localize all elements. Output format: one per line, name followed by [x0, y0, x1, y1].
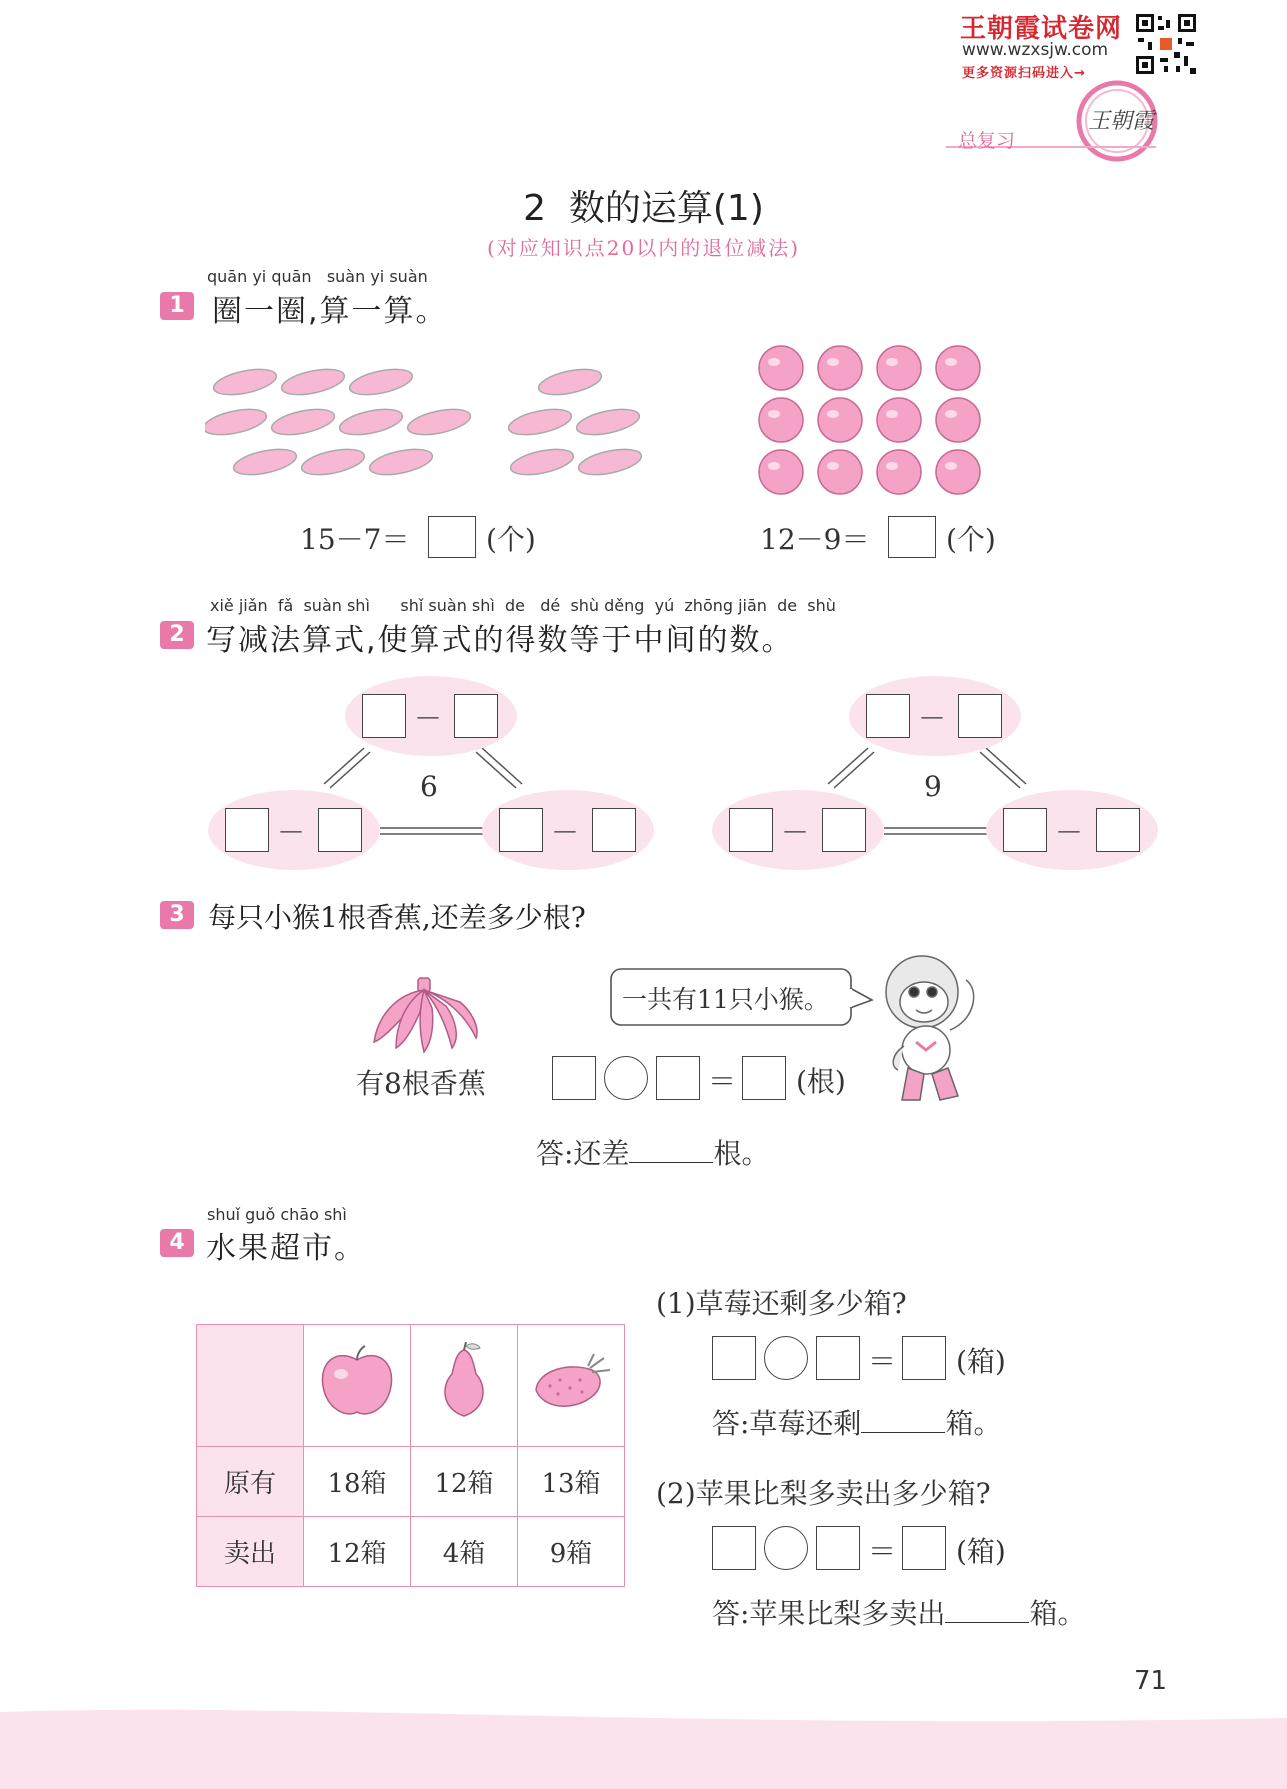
q4-sub2-box-result[interactable]	[902, 1526, 946, 1570]
table-cell: 9箱	[518, 1517, 625, 1587]
table-row	[197, 1447, 625, 1517]
corn-group-right-icon	[500, 360, 650, 485]
q4-sub2-box-1[interactable]	[712, 1526, 756, 1570]
footer-band	[0, 1700, 1287, 1789]
pear-icon	[434, 1342, 494, 1422]
q4-sub2-answer	[712, 1592, 1085, 1632]
monkey-icon	[880, 950, 980, 1110]
table-row	[197, 1517, 625, 1587]
q2-t2-center: 9	[924, 770, 942, 803]
q2-pinyin: xiě jiǎn fǎ suàn shì shǐ suàn shì de dé shù děng yú zhōng jiān de shù	[210, 596, 836, 615]
q4-sub1-equals: ＝	[868, 1345, 897, 1378]
q2-t2-right-minus: －	[1055, 816, 1084, 849]
row-label: 原有	[197, 1447, 304, 1517]
q4-sub2-answer-suffix: 箱。	[1029, 1597, 1086, 1630]
page-number: 71	[1134, 1666, 1168, 1696]
page-subtitle: (对应知识点20以内的退位减法)	[486, 236, 801, 260]
q2-t1-right-minus: －	[551, 816, 580, 849]
q3-title: 每只小猴1根香蕉,还差多少根?	[208, 901, 586, 934]
row-label: 卖出	[197, 1517, 304, 1587]
tomato-group-icon	[752, 340, 987, 496]
apple-icon	[317, 1344, 397, 1420]
q4-sub1-box-result[interactable]	[902, 1336, 946, 1380]
logo-text: 王朝霞	[1088, 109, 1155, 134]
q4-number: 4	[160, 1229, 194, 1257]
table-cell: 4箱	[411, 1517, 518, 1587]
brand-slogan: 更多资源扫码进入→	[962, 66, 1086, 81]
q3-answer-prefix: 答:还差	[536, 1137, 630, 1170]
brand-url[interactable]: www.wzxsjw.com	[962, 40, 1109, 60]
table-cell: 12箱	[304, 1517, 411, 1587]
q1-answer-box-2[interactable]	[888, 516, 936, 558]
strawberry-cell	[518, 1325, 625, 1447]
q1-pinyin: quān yi quān suàn yi suàn	[207, 267, 428, 286]
q1-answer-box-1[interactable]	[428, 516, 476, 558]
q4-sub2-operator-circle[interactable]	[764, 1526, 808, 1570]
brand-name: 王朝霞试卷网	[960, 14, 1123, 44]
q1-unit-2: (个)	[946, 523, 996, 556]
q3-answer-blank[interactable]	[629, 1162, 713, 1163]
q2-t2-right-box-a[interactable]	[1003, 808, 1047, 852]
q4-sub1-answer	[712, 1402, 1001, 1442]
page-title: 2 数的运算(1)	[523, 188, 764, 229]
table-row	[197, 1325, 625, 1447]
q2-t1-top-box-b[interactable]	[454, 694, 498, 738]
q3-box-result[interactable]	[742, 1056, 786, 1100]
section-label: 总复习	[958, 130, 1016, 152]
q3-banana-label: 有8根香蕉	[356, 1067, 486, 1100]
banana-bunch-icon	[366, 976, 484, 1056]
q3-unit: (根)	[796, 1065, 846, 1098]
q4-sub1-unit: (箱)	[956, 1345, 1006, 1378]
q1-equation-1: 15－7＝	[300, 523, 410, 556]
q1-unit-1: (个)	[486, 523, 536, 556]
q4-sub2-equals: ＝	[868, 1535, 897, 1568]
q2-t2-top-box-a[interactable]	[866, 694, 910, 738]
q2-t1-right-box-b[interactable]	[592, 808, 636, 852]
q2-t2-left-minus: －	[781, 816, 810, 849]
q4-sub1-answer-blank[interactable]	[861, 1432, 945, 1433]
q4-sub2-answer-prefix: 答:苹果比梨多卖出	[712, 1597, 946, 1630]
q3-box-2[interactable]	[656, 1056, 700, 1100]
q4-sub1-box-2[interactable]	[816, 1336, 860, 1380]
table-cell: 12箱	[411, 1447, 518, 1517]
q2-t1-left-minus: －	[277, 816, 306, 849]
q4-sub1-question: (1)草莓还剩多少箱?	[656, 1287, 907, 1320]
qr-code[interactable]	[1134, 12, 1198, 76]
table-cell: 18箱	[304, 1447, 411, 1517]
q4-pinyin: shuǐ guǒ chāo shì	[207, 1205, 347, 1224]
q2-number: 2	[160, 621, 194, 649]
apple-cell	[304, 1325, 411, 1447]
q4-title: 水果超市。	[206, 1231, 366, 1266]
q2-t1-left-box-b[interactable]	[318, 808, 362, 852]
q2-t2-right-box-b[interactable]	[1096, 808, 1140, 852]
q4-sub2-question: (2)苹果比梨多卖出多少箱?	[656, 1477, 991, 1510]
q2-title: 写减法算式,使算式的得数等于中间的数。	[206, 623, 794, 658]
q4-sub1-answer-prefix: 答:草莓还剩	[712, 1407, 862, 1440]
q1-number: 1	[160, 292, 194, 320]
fruit-table	[196, 1324, 625, 1587]
corn-group-left-icon	[205, 360, 475, 485]
q4-sub2-answer-blank[interactable]	[945, 1622, 1029, 1623]
q4-sub2-unit: (箱)	[956, 1535, 1006, 1568]
q2-t1-right-box-a[interactable]	[499, 808, 543, 852]
q2-t1-center: 6	[420, 770, 438, 803]
pear-cell	[411, 1325, 518, 1447]
strawberry-icon	[530, 1350, 612, 1414]
q2-t2-left-box-a[interactable]	[729, 808, 773, 852]
q4-sub1-operator-circle[interactable]	[764, 1336, 808, 1380]
q3-operator-circle[interactable]	[604, 1056, 648, 1100]
q4-sub1-answer-suffix: 箱。	[945, 1407, 1002, 1440]
q1-equation-2: 12－9＝	[760, 523, 870, 556]
q3-equals: ＝	[708, 1065, 737, 1098]
q3-box-1[interactable]	[552, 1056, 596, 1100]
q3-speech-text: 一共有11只小猴。	[622, 985, 829, 1014]
q4-sub2-box-2[interactable]	[816, 1526, 860, 1570]
q2-t1-left-box-a[interactable]	[225, 808, 269, 852]
q3-speech-bubble	[610, 968, 852, 1026]
q2-t1-top-box-a[interactable]	[362, 694, 406, 738]
q2-t2-top-box-b[interactable]	[958, 694, 1002, 738]
q3-number: 3	[160, 901, 194, 929]
table-corner-cell	[197, 1325, 304, 1447]
table-cell: 13箱	[518, 1447, 625, 1517]
q2-t2-left-box-b[interactable]	[822, 808, 866, 852]
q3-answer	[536, 1132, 769, 1172]
q2-t2-top-minus: －	[918, 702, 947, 735]
q3-answer-suffix: 根。	[713, 1137, 770, 1170]
q1-title: 圈一圈,算一算。	[212, 294, 448, 329]
q2-t1-top-minus: －	[414, 702, 443, 735]
q4-sub1-box-1[interactable]	[712, 1336, 756, 1380]
